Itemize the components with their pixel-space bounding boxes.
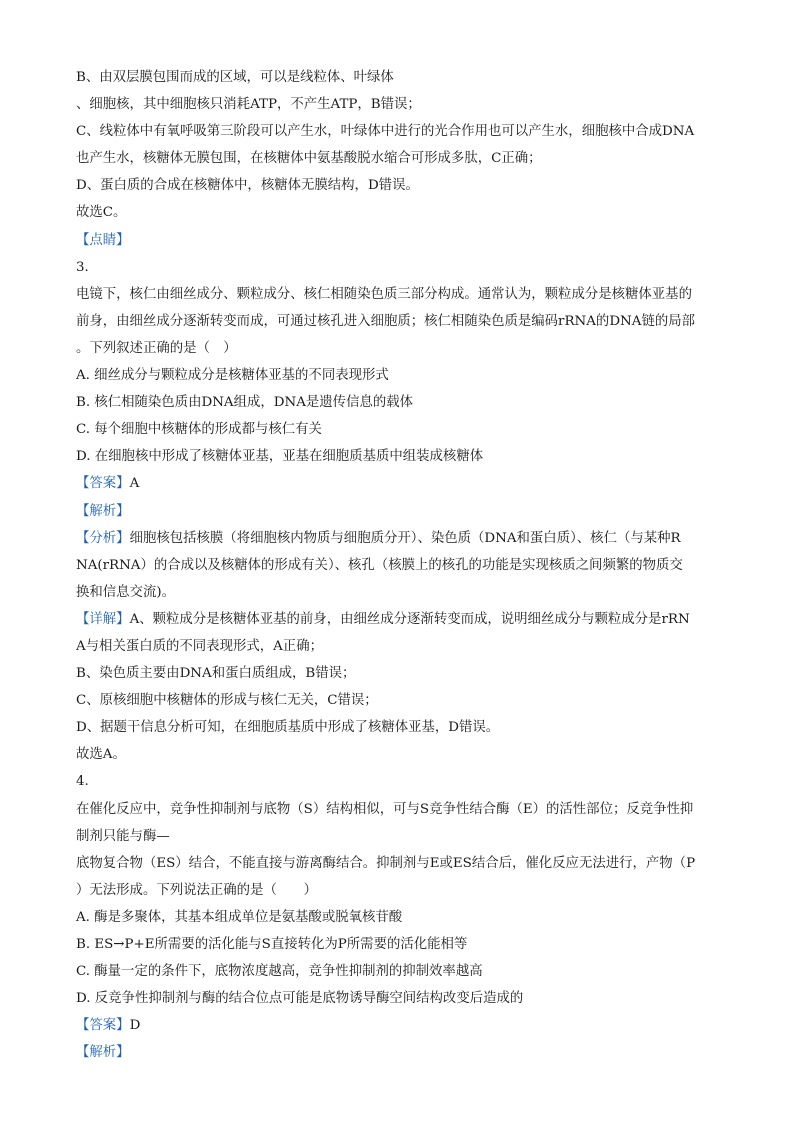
document-body: [76, 64, 722, 1066]
section-tag: 【分析】: [76, 530, 130, 546]
section-tag: 【点睛】: [76, 232, 130, 248]
line-text: 制剂只能与酶—: [76, 828, 170, 844]
text-line: [76, 389, 722, 416]
text-line: [76, 362, 722, 389]
text-line: [76, 172, 722, 199]
section-text: A: [129, 476, 140, 492]
text-line: [76, 335, 722, 362]
line-text: D、据题干信息分析可知，在细胞质基质中形成了核糖体亚基，D错误。: [76, 720, 500, 736]
text-line: [76, 552, 722, 579]
line-text: ）无法形成。下列说法正确的是（ ）: [76, 882, 318, 898]
text-line: [76, 308, 722, 335]
text-line: [76, 660, 722, 687]
text-line: [76, 741, 722, 768]
text-line: [76, 714, 722, 741]
line-text: 故选A。: [76, 747, 126, 763]
text-line: [76, 931, 722, 958]
document-page: [76, 64, 722, 1066]
line-text: D. 反竞争性抑制剂与酶的结合位点可能是底物诱导酶空间结构改变后造成的: [76, 991, 524, 1007]
section-label-line: [76, 1012, 722, 1039]
line-text: A与相关蛋白质的不同表现形式，A正确；: [76, 638, 323, 654]
line-text: C、原核细胞中核糖体的形成与核仁无关，C错误；: [76, 693, 378, 709]
text-line: [76, 877, 722, 904]
section-label-line: [76, 470, 722, 497]
line-text: 3.: [76, 259, 89, 275]
line-text: 前身，由细丝成分逐渐转变而成，可通过核孔进入细胞质；核仁相随染色质是编码rRNA的DNA链的局部: [76, 313, 696, 329]
text-line: [76, 254, 722, 281]
line-text: 换和信息交流)。: [76, 584, 175, 600]
text-line: [76, 118, 722, 145]
text-line: [76, 904, 722, 931]
line-text: C. 每个细胞中核糖体的形成都与核仁有关: [76, 422, 322, 438]
text-line: [76, 796, 722, 823]
line-text: B、染色质主要由DNA和蛋白质组成，B错误；: [76, 666, 356, 682]
line-text: A. 酶是多聚体，其基本组成单位是氨基酸或脱氧核苷酸: [76, 909, 403, 925]
line-text: B、由双层膜包围而成的区域，可以是线粒体、叶绿体: [76, 70, 394, 85]
section-text: D: [129, 1018, 141, 1034]
section-tag: 【答案】: [76, 1018, 130, 1034]
section-label-line: [76, 227, 722, 254]
text-line: [76, 416, 722, 443]
line-text: 在催化反应中，竞争性抑制剂与底物（S）结构相似，可与S竞争性结合酶（E）的活性部位；反竞争性抑: [76, 801, 694, 817]
text-line: [76, 281, 722, 308]
section-tag: 【详解】: [76, 611, 130, 627]
text-line: [76, 985, 722, 1012]
line-text: 4.: [76, 774, 89, 790]
text-line: [76, 64, 722, 91]
section-label-line: [76, 1039, 722, 1066]
text-line: [76, 199, 722, 226]
section-tag: 【解析】: [76, 503, 130, 519]
line-text: 底物复合物（ES）结合，不能直接与游离酶结合。抑制剂与E或ES结合后，催化反应无法进行，产物（P: [76, 855, 696, 871]
line-text: 、细胞核，其中细胞核只消耗ATP，不产生ATP，B错误；: [76, 97, 421, 113]
text-line: [76, 633, 722, 660]
line-text: 故选C。: [76, 205, 127, 221]
section-label-line: [76, 606, 722, 633]
line-text: C、线粒体中有氧呼吸第三阶段可以产生水，叶绿体中进行的光合作用也可以产生水，细胞核中合成DNA: [76, 124, 695, 140]
text-line: [76, 768, 722, 795]
line-text: NA(rRNA）的合成以及核糖体的形成有关）、核孔（核膜上的核孔的功能是实现核质之间频繁的物质交: [76, 557, 683, 573]
section-label-line: [76, 525, 722, 552]
text-line: [76, 579, 722, 606]
line-text: 也产生水，核糖体无膜包围，在核糖体中氨基酸脱水缩合可形成多肽，C正确；: [76, 151, 542, 167]
line-text: C. 酶量一定的条件下，底物浓度越高，竞争性抑制剂的抑制效率越高: [76, 964, 483, 980]
line-text: 。下列叙述正确的是（ ）: [76, 340, 237, 356]
line-text: B. ES→P+E所需要的活化能与S直接转化为P所需要的活化能相等: [76, 937, 468, 952]
section-tag: 【答案】: [76, 476, 130, 492]
line-text: 电镜下，核仁由细丝成分、颗粒成分、核仁相随染色质三部分构成。通常认为，颗粒成分是核糖体亚基的: [76, 286, 692, 302]
line-text: D、蛋白质的合成在核糖体中，核糖体无膜结构，D错误。: [76, 178, 419, 194]
text-line: [76, 823, 722, 850]
text-line: [76, 443, 722, 470]
section-label-line: [76, 498, 722, 525]
text-line: [76, 958, 722, 985]
section-text: 细胞核包括核膜（将细胞核内物质与细胞质分开）、染色质（DNA和蛋白质）、核仁（与某种R: [129, 530, 681, 546]
text-line: [76, 145, 722, 172]
section-tag: 【解析】: [76, 1045, 130, 1061]
text-line: [76, 687, 722, 714]
line-text: B. 核仁相随染色质由DNA组成，DNA是遗传信息的载体: [76, 395, 414, 411]
line-text: D. 在细胞核中形成了核糖体亚基，亚基在细胞质基质中组装成核糖体: [76, 449, 484, 465]
text-line: [76, 91, 722, 118]
text-line: [76, 850, 722, 877]
line-text: A. 细丝成分与颗粒成分是核糖体亚基的不同表现形式: [76, 368, 389, 384]
section-text: A、颗粒成分是核糖体亚基的前身，由细丝成分逐渐转变而成，说明细丝成分与颗粒成分是rRN: [129, 611, 690, 627]
